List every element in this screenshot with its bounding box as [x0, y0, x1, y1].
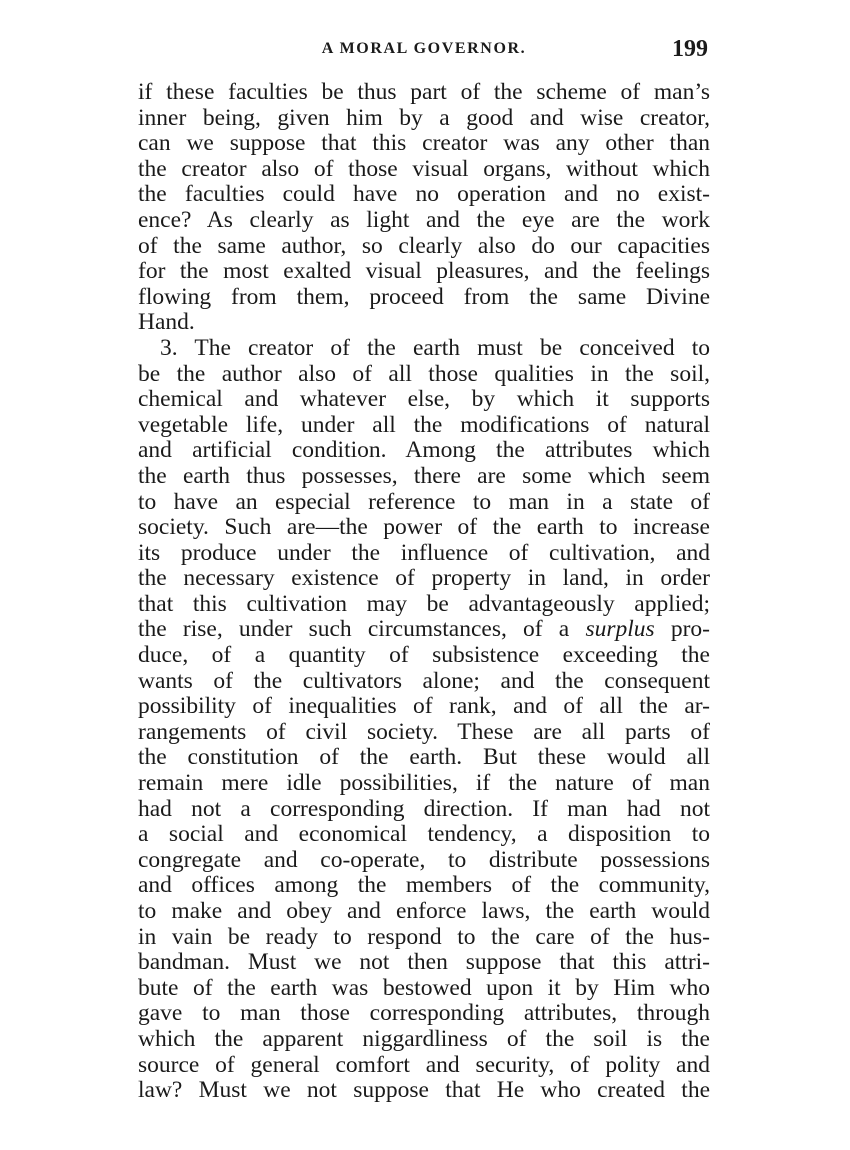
text-line: 3. The creator of the earth must be conceived to — [160, 334, 710, 361]
text-line: that this cultivation may be advantageously applied; — [138, 590, 710, 617]
text-line: inner being, given him by a good and wise creator, — [138, 104, 710, 131]
text-line: the creator also of those visual organs, without which — [138, 155, 710, 182]
text-line: which the apparent niggardliness of the soil is the — [138, 1025, 710, 1052]
text-line: source of general comfort and security, of polity and — [138, 1051, 710, 1078]
text-line: its produce under the influence of cultivation, and — [138, 539, 710, 566]
text-line: the earth thus possesses, there are some which seem — [138, 462, 710, 489]
text-line: the necessary existence of property in land, in order — [138, 565, 710, 592]
text-line: if these faculties be thus part of the scheme of man’s — [138, 79, 710, 105]
body-text — [138, 80, 710, 1104]
text-line: to make and obey and enforce laws, the earth would — [138, 898, 710, 924]
text-line: society. Such are—the power of the earth to increase — [138, 514, 710, 541]
text-line: duce, of a quantity of subsistence exceeding the — [138, 642, 710, 669]
text-line: gave to man those corresponding attributes, through — [138, 1000, 710, 1027]
text-line: vegetable life, under all the modifications of natural — [138, 411, 710, 438]
text-line: possibility of inequalities of rank, and of all the ar- — [138, 693, 710, 720]
text-line: wants of the cultivators alone; and the consequent — [138, 667, 710, 694]
text-line: remain mere idle possibilities, if the nature of man — [138, 770, 710, 797]
text-line: of the same author, so clearly also do our capacities — [138, 232, 710, 259]
text-line: for the most exalted visual pleasures, and the feelings — [138, 258, 710, 285]
text-line: had not a corresponding direction. If man had not — [138, 795, 710, 822]
running-head — [138, 36, 710, 66]
page-number: 199 — [672, 36, 708, 62]
text-line: a social and economical tendency, a disposition to — [138, 821, 710, 848]
text-line: and offices among the members of the community, — [138, 872, 710, 899]
text-line: to have an especial reference to man in a state of — [138, 488, 710, 515]
running-title: A MORAL GOVERNOR. — [321, 40, 527, 57]
text-line: bute of the earth was bestowed upon it by Him who — [138, 974, 710, 1001]
text-line: Hand. — [138, 309, 195, 336]
text-line: can we suppose that this creator was any other than — [138, 130, 710, 157]
text-line: be the author also of all those qualities in the soil, — [138, 360, 710, 387]
text-line: chemical and whatever else, by which it supports — [138, 386, 710, 413]
text-line: in vain be ready to respond to the care of the hus- — [138, 923, 710, 950]
text-line: the rise, under such circumstances, of a surplus pro- — [138, 616, 710, 643]
text-line: the faculties could have no operation and no exist- — [138, 181, 710, 208]
text-line: flowing from them, proceed from the same Divine — [138, 283, 710, 310]
text-line: the constitution of the earth. But these would all — [138, 744, 710, 771]
text-line: ence? As clearly as light and the eye are the work — [138, 206, 710, 233]
text-line: and artificial condition. Among the attributes which — [138, 437, 710, 464]
text-line: bandman. Must we not then suppose that this attri- — [138, 949, 710, 976]
text-line: rangements of civil society. These are all parts of — [138, 718, 710, 745]
text-line: congregate and co-operate, to distribute possessions — [138, 846, 710, 873]
text-line: law? Must we not suppose that He who created the — [138, 1077, 710, 1104]
